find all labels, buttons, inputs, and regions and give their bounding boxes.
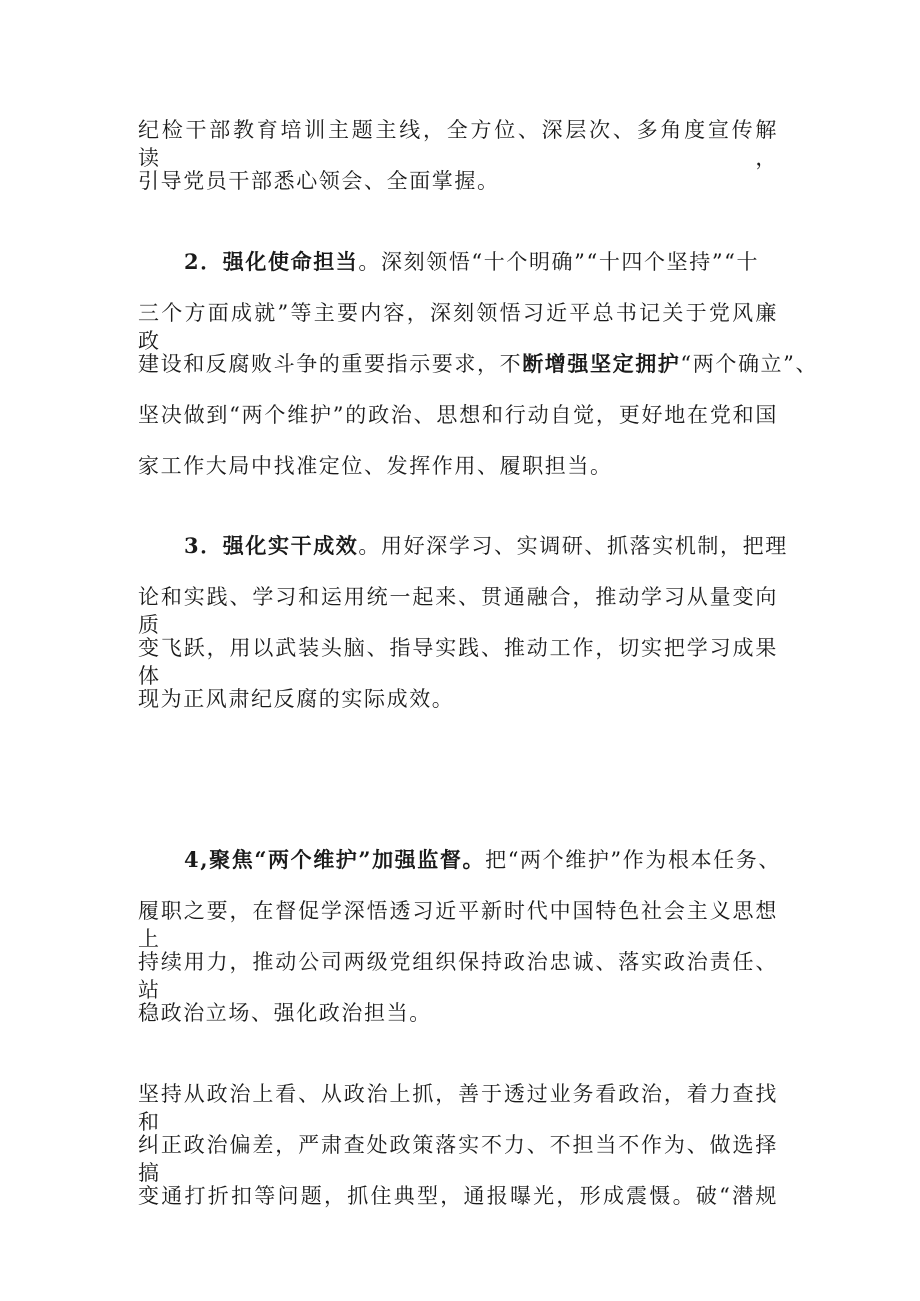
p2-line-2: 三个方面成就”等主要内容，深刻领悟习近平总书记关于党风廉政 (138, 301, 778, 353)
p3-line-4: 现为正风肃纪反腐的实际成效。 (138, 687, 455, 711)
p2-line-3-pre: 建设和反腐败斗争的重要指示要求，不 (138, 352, 523, 376)
p2-line-3 (138, 350, 819, 378)
p3-heading: 3．强化实干成效 (184, 533, 359, 558)
p1-line-2: 引导党员干部悉心领会、全面掌握。 (138, 169, 500, 193)
p4-line-2: 履职之要，在督促学深悟透习近平新时代中国特色社会主义思想上 (138, 899, 778, 951)
p4-heading: 4,聚焦“两个维护”加强监督。 (184, 847, 486, 872)
p2-line-4: 坚决做到“两个维护”的政治、思想和行动自觉，更好地在党和国 (138, 403, 778, 427)
p4-line-1 (184, 846, 781, 874)
p1-line-1: 纪检干部教育培训主题主线，全方位、深层次、多角度宣传解读， (138, 118, 778, 170)
p3-line-1-text: 。用好深学习、实调研、抓落实机制，把理 (358, 534, 788, 558)
p5-line-3: 变通打折扣等问题，抓住典型，通报曝光，形成震慑。破“潜规 (138, 1184, 778, 1208)
p3-line-3: 变飞跃，用以武装头脑、指导实践、推动工作，切实把学习成果体 (138, 636, 778, 688)
p4-line-4: 稳政治立场、强化政治担当。 (138, 1001, 432, 1025)
p2-line-1 (184, 248, 778, 276)
p5-line-1: 坚持从政治上看、从政治上抓，善于透过业务看政治，着力查找和 (138, 1082, 778, 1134)
p2-line-1-text: 。深刻领悟“十个明确”“十四个坚持”“十 (358, 250, 760, 274)
p2-line-5: 家工作大局中找准定位、发挥作用、履职担当。 (138, 454, 613, 478)
p3-line-1 (184, 532, 788, 560)
p5-line-2: 纠正政治偏差，严肃查处政策落实不力、不担当不作为、做选择搞 (138, 1133, 778, 1185)
p4-line-3: 持续用力，推动公司两级党组织保持政治忠诚、落实政治责任、站 (138, 950, 778, 1002)
p3-line-2: 论和实践、学习和运用统一起来、贯通融合，推动学习从量变向质 (138, 585, 778, 637)
p2-heading: 2．强化使命担当 (184, 249, 359, 274)
p4-line-1-text: 把“两个维护”作为根本任务、 (485, 848, 781, 872)
p2-line-3-bold: 断增强坚定拥护 (522, 351, 681, 376)
p2-line-3-post: “两个确立”、 (680, 352, 819, 376)
